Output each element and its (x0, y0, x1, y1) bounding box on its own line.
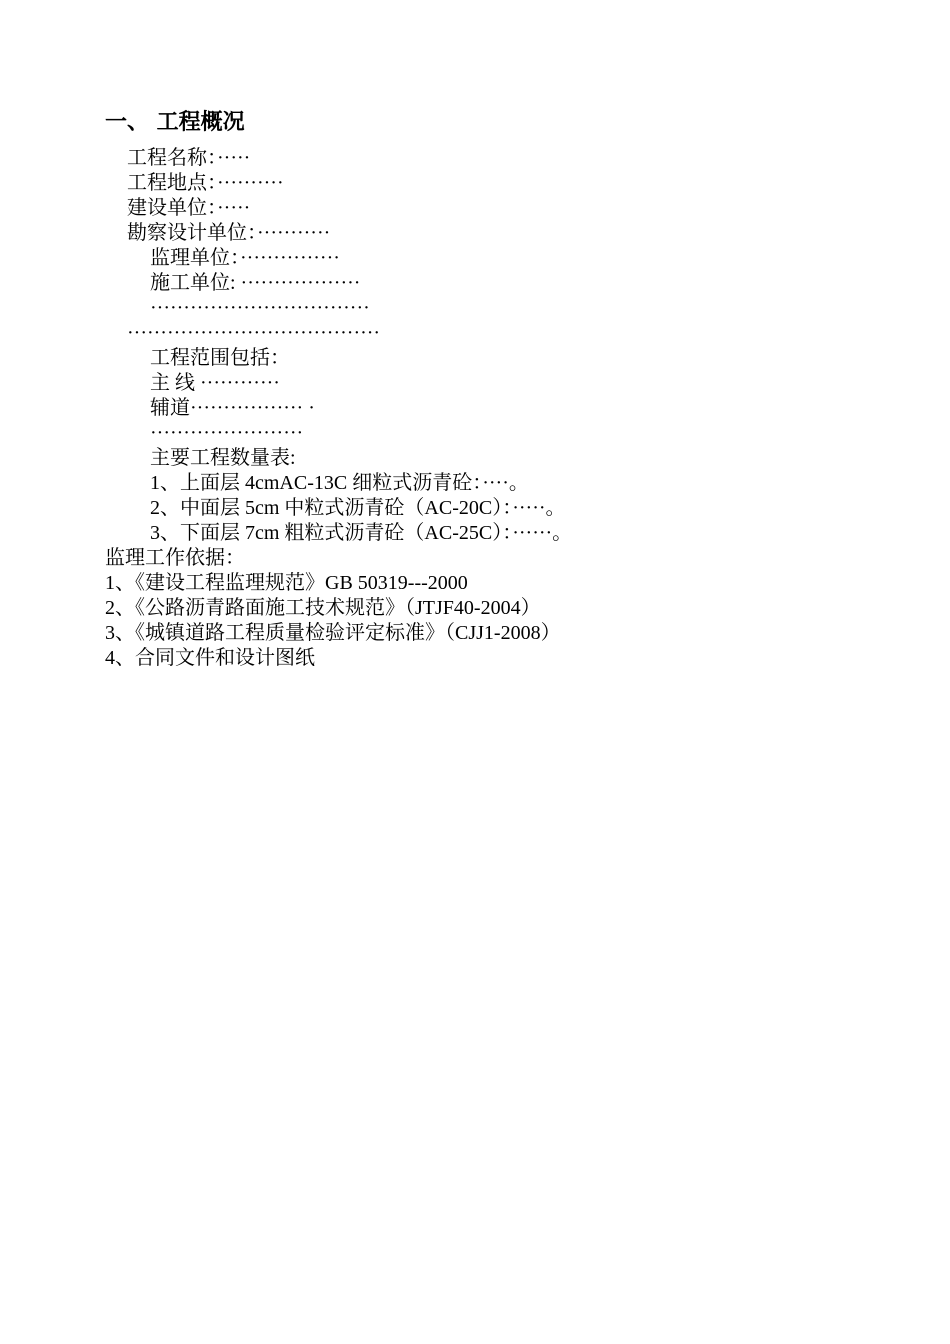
basis-title: 监理工作依据： (105, 547, 245, 569)
construction-unit-line: 建设单位：····· (127, 197, 251, 219)
basis-item: 4、合同文件和设计图纸 (105, 647, 315, 669)
contractor-unit-line: 施工单位: ·················· (150, 272, 361, 294)
main-line-item: 主 线 ············ (150, 372, 280, 394)
project-scope-line: 工程范围包括： (150, 347, 290, 369)
project-name-line: 工程名称：····· (127, 147, 251, 169)
placeholder-dots-line: ······································ (127, 322, 381, 344)
supervision-unit-line: 监理单位：··············· (150, 247, 340, 269)
placeholder-dots-line: ······················· (150, 422, 304, 444)
quantity-item: 3、下面层 7cm 粗粒式沥青砼（AC-25C）：······。 (150, 522, 573, 544)
basis-item: 3、《城镇道路工程质量检验评定标准》（CJJ1-2008） (105, 622, 561, 644)
basis-item: 1、《建设工程监理规范》GB 50319---2000 (105, 572, 468, 594)
section-heading: 一、 工程概况 (105, 110, 245, 135)
auxiliary-road-item: 辅道················· · (150, 397, 315, 419)
quantity-table-title: 主要工程数量表: (150, 447, 296, 469)
survey-design-unit-line: 勘察设计单位：··········· (127, 222, 331, 244)
quantity-item: 1、上面层 4cmAC-13C 细粒式沥青砼：····。 (150, 472, 529, 494)
project-location-line: 工程地点：·········· (127, 172, 284, 194)
basis-item: 2、《公路沥青路面施工技术规范》（JTJF40-2004） (105, 597, 541, 619)
quantity-item: 2、中面层 5cm 中粒式沥青砼（AC-20C）：·····。 (150, 497, 566, 519)
placeholder-dots-line: ································· (150, 297, 370, 319)
